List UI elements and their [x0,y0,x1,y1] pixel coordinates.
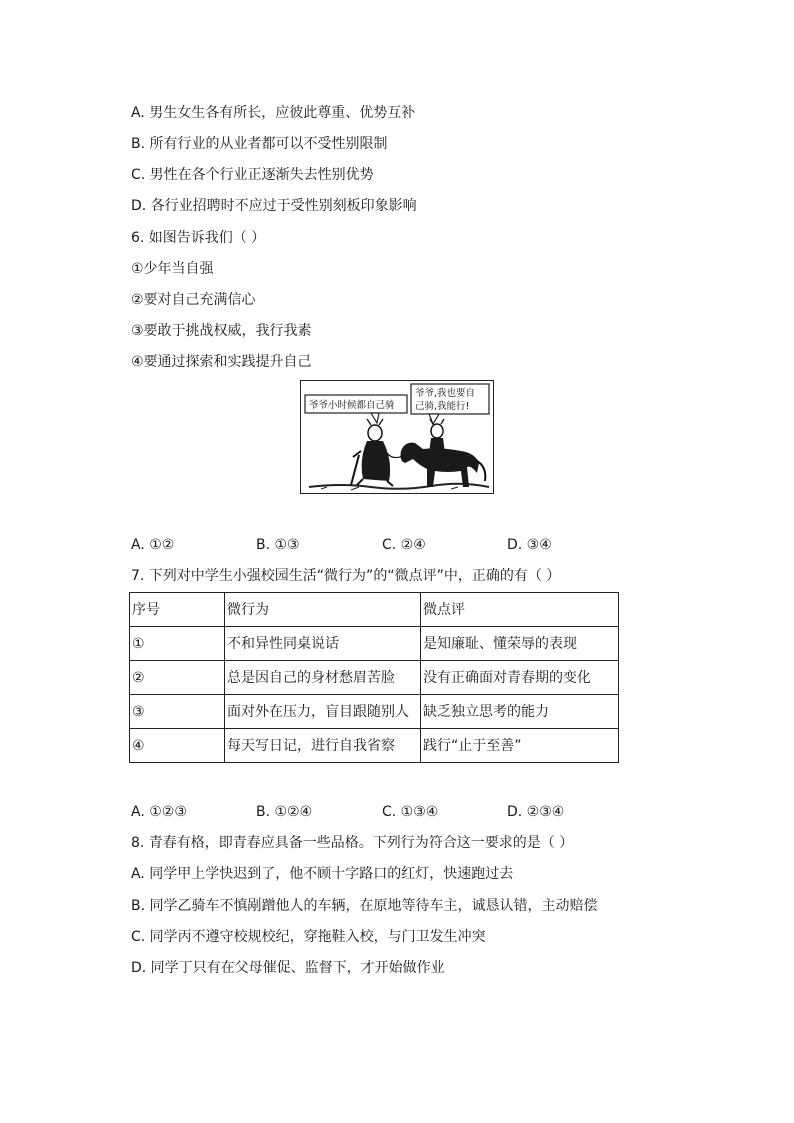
q6-option-a: A. ①② [131,537,175,553]
table-header-row [130,593,619,627]
table-cell: ④ [130,729,225,763]
q8-option-b: B. 同学乙骑车不慎剐蹭他人的车辆，在原地等待车主，诚恳认错，主动赔偿 [131,898,598,914]
q6-item-1: ①少年当自强 [131,261,214,277]
q7-stem: 7. 下列对中学生小强校园生活“微行为”的“微点评”中，正确的有（ ） [131,568,561,584]
q7-option-d: D. ②③④ [507,804,565,820]
q6-cartoon [300,380,494,494]
q6-stem: 6. 如图告诉我们（ ） [131,230,266,246]
header-cell-behavior: 微行为 [225,593,421,627]
header-cell-comment: 微点评 [421,593,619,627]
right-bubble-text-1: 爷爷,我也要自 [415,388,476,399]
left-bubble-text: 爷爷小时候都自己骑 [309,400,395,411]
table-cell: 不和异性同桌说话 [225,627,421,661]
q6-option-d: D. ③④ [507,537,552,553]
q6-option-c: C. ②④ [382,537,426,553]
table-cell: 没有正确面对青春期的变化 [421,661,619,695]
table-cell: ③ [130,695,225,729]
q6-item-3: ③要敢于挑战权威，我行我素 [131,323,312,339]
q7-options [131,802,651,822]
q5-option-c: C. 男性在各个行业正逐渐失去性别优势 [131,167,374,183]
table-cell: ① [130,627,225,661]
q7-table [129,592,619,763]
table-row [130,627,619,661]
q6-item-2: ②要对自己充满信心 [131,292,256,308]
q6-options [131,535,651,555]
table-row [130,661,619,695]
q7-option-a: A. ①②③ [131,804,187,820]
table-row [130,695,619,729]
q7-option-b: B. ①②④ [256,804,313,820]
q6-option-b: B. ①③ [256,537,300,553]
table-row [130,729,619,763]
cartoon-drawing [301,381,494,494]
q5-option-b: B. 所有行业的从业者都可以不受性别限制 [131,136,388,152]
child-figure [429,419,445,453]
table-cell: 总是因自己的身材愁眉苦脸 [225,661,421,695]
table-cell: 每天写日记，进行自我省察 [225,729,421,763]
table-cell: 缺乏独立思考的能力 [421,695,619,729]
q8-option-c: C. 同学丙不遵守校规校纪，穿拖鞋入校，与门卫发生冲突 [131,929,486,945]
q5-option-a: A. 男生女生各有所长，应彼此尊重、优势互补 [131,105,416,121]
q7-option-c: C. ①③④ [382,804,439,820]
horse-figure [387,443,485,487]
table-cell: 面对外在压力，盲目跟随别人 [225,695,421,729]
q8-stem: 8. 青春有格，即青春应具备一些品格。下列行为符合这一要求的是（ ） [131,835,574,851]
q6-item-4: ④要通过探索和实践提升自己 [131,354,312,370]
table-cell: 是知廉耻、懂荣辱的表现 [421,627,619,661]
q8-option-a: A. 同学甲上学快迟到了，他不顾十字路口的红灯，快速跑过去 [131,866,514,882]
grandfather-figure [351,419,393,486]
table-cell: ② [130,661,225,695]
q5-option-d: D. 各行业招聘时不应过于受性别刻板印象影响 [131,198,417,214]
right-bubble-text-2: 己骑,我能行! [415,401,470,412]
table-cell: 践行“止于至善” [421,729,619,763]
header-cell-index: 序号 [130,593,225,627]
q8-option-d: D. 同学丁只有在父母催促、监督下，才开始做作业 [131,960,445,976]
